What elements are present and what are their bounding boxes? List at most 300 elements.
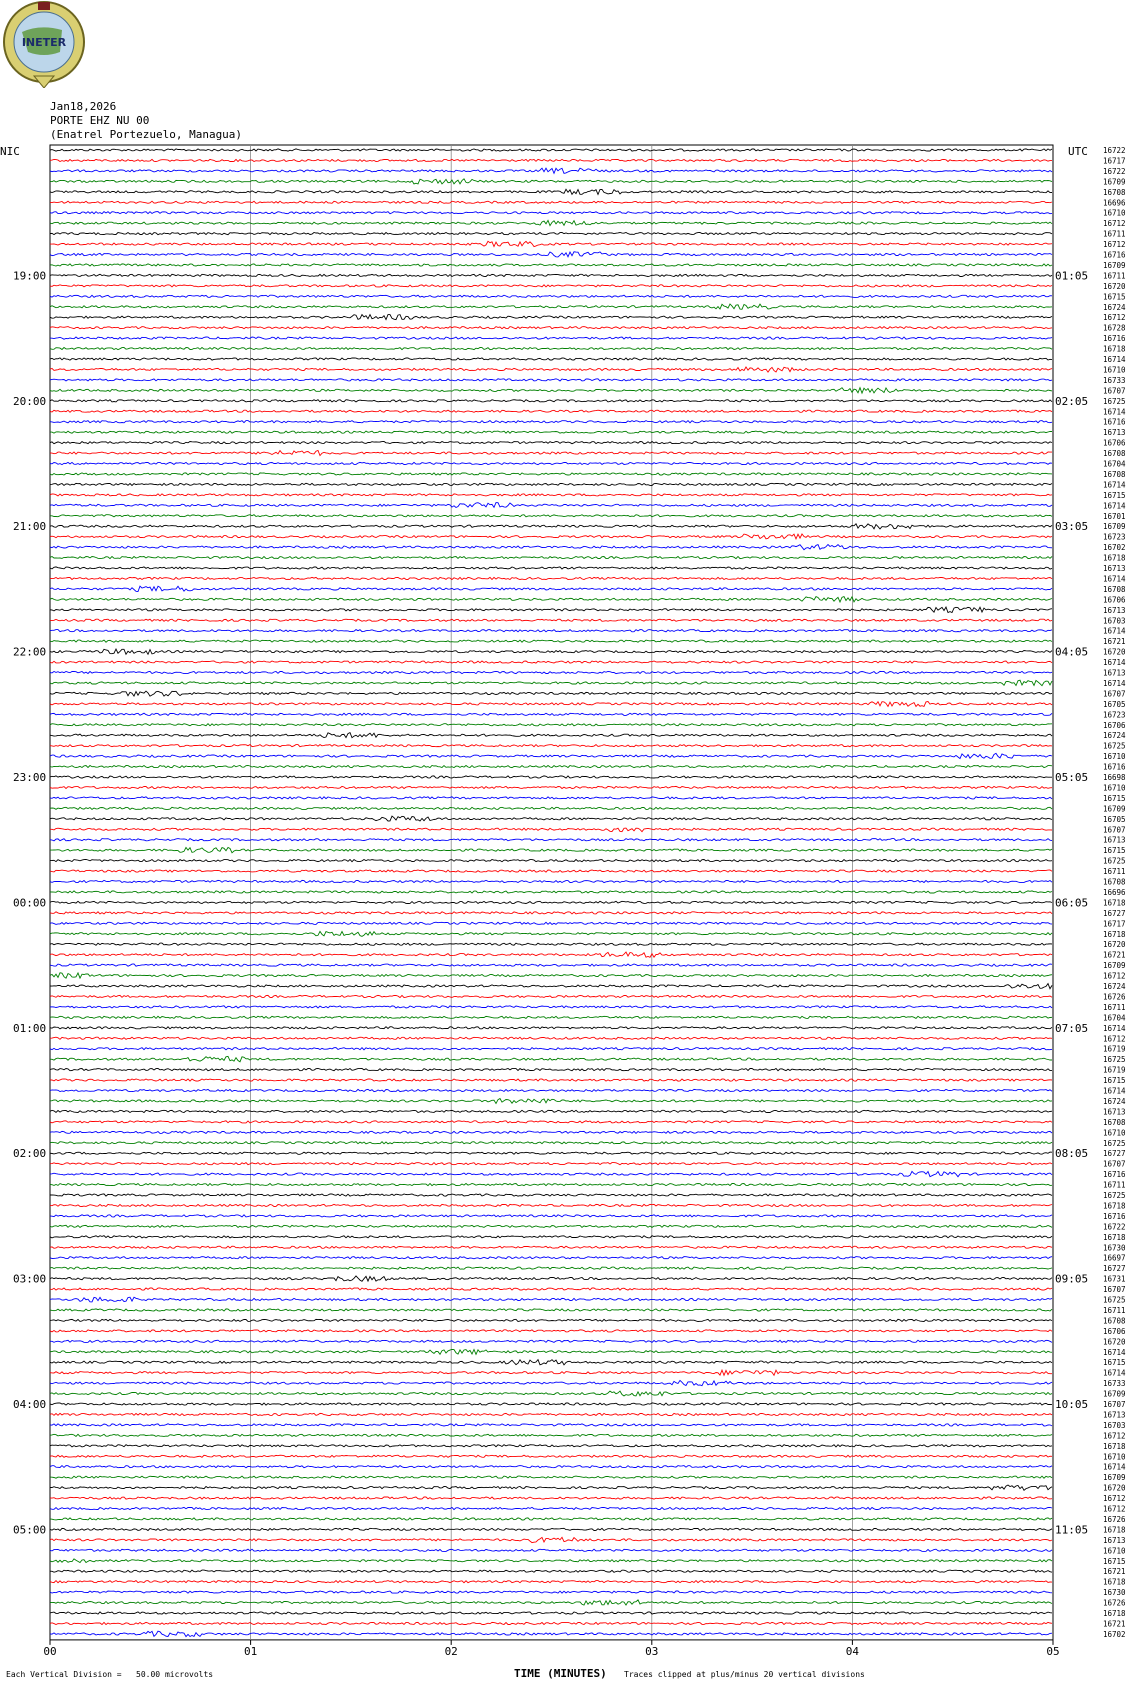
trace-line bbox=[50, 1276, 1052, 1281]
trace-count: 16712 bbox=[1103, 971, 1126, 981]
trace-count: 16709 bbox=[1103, 804, 1126, 814]
trace-count: 16697 bbox=[1103, 1253, 1126, 1263]
trace-line bbox=[50, 494, 1052, 496]
trace-count: 16710 bbox=[1103, 1546, 1126, 1556]
trace-count: 16696 bbox=[1103, 887, 1126, 897]
trace-line bbox=[50, 964, 1052, 966]
trace-count: 16714 bbox=[1103, 678, 1126, 688]
trace-count: 16716 bbox=[1103, 762, 1126, 772]
trace-count: 16714 bbox=[1103, 626, 1126, 636]
trace-line bbox=[50, 713, 1052, 715]
trace-line bbox=[50, 567, 1052, 569]
trace-line bbox=[50, 1027, 1052, 1029]
trace-line bbox=[50, 786, 1052, 788]
trace-count: 16718 bbox=[1103, 1577, 1126, 1587]
trace-line bbox=[50, 388, 1052, 393]
trace-count: 16710 bbox=[1103, 208, 1126, 218]
trace-count: 16711 bbox=[1103, 1180, 1126, 1190]
trace-line bbox=[50, 1225, 1052, 1227]
trace-line bbox=[50, 1246, 1052, 1248]
trace-count: 16703 bbox=[1103, 1420, 1126, 1430]
trace-line bbox=[50, 1184, 1052, 1186]
station-location: (Enatrel Portezuelo, Managua) bbox=[50, 128, 243, 141]
trace-line bbox=[50, 545, 1052, 550]
trace-count: 16719 bbox=[1103, 1044, 1126, 1054]
hour-label-left: 01:00 bbox=[13, 1021, 47, 1035]
trace-count: 16710 bbox=[1103, 752, 1126, 762]
trace-line bbox=[50, 691, 1052, 696]
trace-line bbox=[50, 1194, 1052, 1196]
trace-line bbox=[50, 848, 1052, 853]
trace-count: 16713 bbox=[1103, 1410, 1126, 1420]
trace-line bbox=[50, 304, 1052, 309]
trace-line bbox=[50, 1257, 1052, 1259]
trace-line bbox=[50, 1110, 1052, 1112]
trace-count: 16725 bbox=[1103, 1295, 1126, 1305]
trace-line bbox=[50, 630, 1052, 632]
trace-count: 16726 bbox=[1103, 1598, 1126, 1608]
trace-count: 16716 bbox=[1103, 334, 1126, 344]
hour-label-right: 04:05 bbox=[1055, 645, 1089, 659]
trace-count: 16716 bbox=[1103, 1211, 1126, 1221]
trace-count: 16711 bbox=[1103, 1002, 1126, 1012]
trace-count: 16716 bbox=[1103, 250, 1126, 260]
hour-label-right: 03:05 bbox=[1055, 520, 1089, 534]
hour-label-left: 21:00 bbox=[13, 520, 47, 534]
timezone-left-label: NIC bbox=[0, 145, 20, 158]
trace-count: 16725 bbox=[1103, 1138, 1126, 1148]
trace-count: 16710 bbox=[1103, 783, 1126, 793]
trace-count: 16696 bbox=[1103, 198, 1126, 208]
hour-label-right: 07:05 bbox=[1055, 1021, 1089, 1035]
trace-line bbox=[50, 1434, 1052, 1436]
trace-count: 16718 bbox=[1103, 929, 1126, 939]
trace-line bbox=[50, 1380, 1052, 1385]
trace-count: 16712 bbox=[1103, 1504, 1126, 1514]
trace-count: 16712 bbox=[1103, 1034, 1126, 1044]
trace-line bbox=[50, 860, 1052, 862]
trace-line bbox=[50, 264, 1052, 266]
trace-line bbox=[50, 442, 1052, 444]
trace-count: 16714 bbox=[1103, 407, 1126, 417]
trace-line bbox=[50, 1121, 1052, 1123]
trace-count: 16709 bbox=[1103, 1473, 1126, 1483]
trace-count: 16720 bbox=[1103, 647, 1126, 657]
trace-line bbox=[50, 315, 1052, 320]
trace-count: 16724 bbox=[1103, 302, 1126, 312]
trace-line bbox=[50, 1163, 1052, 1165]
trace-count: 16725 bbox=[1103, 396, 1126, 406]
trace-count: 16702 bbox=[1103, 1629, 1126, 1639]
trace-line bbox=[50, 931, 1052, 936]
trace-count: 16706 bbox=[1103, 720, 1126, 730]
trace-line bbox=[50, 1006, 1052, 1008]
trace-line bbox=[50, 524, 1052, 529]
trace-count: 16701 bbox=[1103, 511, 1126, 521]
trace-count: 16711 bbox=[1103, 271, 1126, 281]
trace-line bbox=[50, 1391, 1052, 1396]
trace-line bbox=[50, 1171, 1052, 1176]
trace-count: 16710 bbox=[1103, 365, 1126, 375]
trace-count: 16723 bbox=[1103, 532, 1126, 542]
trace-count: 16714 bbox=[1103, 1347, 1126, 1357]
x-tick-label: 03 bbox=[645, 1644, 659, 1658]
trace-count: 16727 bbox=[1103, 1264, 1126, 1274]
trace-line bbox=[50, 1319, 1052, 1321]
trace-line bbox=[50, 1612, 1052, 1614]
trace-line bbox=[50, 1424, 1052, 1426]
trace-line bbox=[50, 421, 1052, 423]
trace-count: 16718 bbox=[1103, 1201, 1126, 1211]
trace-line bbox=[50, 753, 1052, 758]
scale-note: Each Vertical Division = 50.00 microvolts bbox=[6, 1670, 214, 1679]
trace-line bbox=[50, 358, 1052, 360]
trace-line bbox=[50, 1037, 1052, 1039]
trace-line bbox=[50, 348, 1052, 350]
trace-line bbox=[50, 410, 1052, 412]
trace-line bbox=[50, 984, 1052, 989]
hour-label-left: 23:00 bbox=[13, 771, 47, 784]
trace-count: 16715 bbox=[1103, 1556, 1126, 1566]
trace-line bbox=[50, 515, 1052, 517]
trace-count: 16720 bbox=[1103, 1337, 1126, 1347]
trace-count: 16714 bbox=[1103, 1462, 1126, 1472]
trace-count: 16714 bbox=[1103, 480, 1126, 490]
hour-label-left: 05:00 bbox=[13, 1523, 47, 1537]
trace-count: 16731 bbox=[1103, 1274, 1126, 1284]
trace-count: 16708 bbox=[1103, 469, 1126, 479]
trace-line bbox=[50, 745, 1052, 747]
trace-line bbox=[50, 680, 1052, 686]
trace-count: 16721 bbox=[1103, 950, 1126, 960]
trace-count: 16704 bbox=[1103, 1013, 1126, 1023]
trace-count: 16710 bbox=[1103, 1452, 1126, 1462]
hour-label-left: 03:00 bbox=[13, 1272, 47, 1286]
trace-count: 16722 bbox=[1103, 1222, 1126, 1232]
trace-line bbox=[50, 766, 1052, 768]
trace-count: 16714 bbox=[1103, 355, 1126, 364]
trace-count: 16721 bbox=[1103, 1619, 1126, 1629]
trace-count: 16727 bbox=[1103, 1149, 1126, 1159]
trace-count: 16730 bbox=[1103, 1588, 1126, 1598]
trace-line bbox=[50, 212, 1052, 214]
trace-line bbox=[50, 1485, 1052, 1490]
x-tick-label: 00 bbox=[43, 1644, 57, 1658]
trace-count: 16713 bbox=[1103, 428, 1126, 438]
trace-line bbox=[50, 1267, 1052, 1269]
trace-line bbox=[50, 1518, 1052, 1520]
trace-count: 16705 bbox=[1103, 814, 1126, 824]
trace-line bbox=[50, 179, 1052, 184]
trace-line bbox=[50, 607, 1052, 612]
trace-line bbox=[50, 1445, 1052, 1447]
trace-count: 16715 bbox=[1103, 846, 1126, 856]
trace-count: 16709 bbox=[1103, 177, 1126, 187]
trace-count: 16709 bbox=[1103, 961, 1126, 971]
trace-count: 16708 bbox=[1103, 877, 1126, 887]
trace-line bbox=[50, 649, 1052, 654]
trace-line bbox=[50, 1507, 1052, 1509]
trace-line bbox=[50, 1131, 1052, 1133]
hour-label-left: 22:00 bbox=[13, 645, 47, 659]
trace-line bbox=[50, 1455, 1052, 1457]
trace-line bbox=[50, 640, 1052, 642]
trace-count: 16716 bbox=[1103, 1170, 1126, 1180]
trace-line bbox=[50, 534, 1052, 539]
trace-count: 16710 bbox=[1103, 1128, 1126, 1138]
ineter-logo bbox=[0, 0, 88, 88]
trace-count: 16717 bbox=[1103, 919, 1126, 929]
trace-count: 16708 bbox=[1103, 1117, 1126, 1127]
trace-line bbox=[50, 891, 1052, 893]
hour-label-right: 02:05 bbox=[1055, 394, 1089, 408]
trace-line bbox=[50, 483, 1052, 485]
trace-count: 16707 bbox=[1103, 386, 1126, 396]
logo-text: INETER bbox=[21, 36, 67, 49]
trace-line bbox=[50, 702, 1052, 707]
trace-line bbox=[50, 1403, 1052, 1405]
trace-count: 16718 bbox=[1103, 1441, 1126, 1451]
trace-count: 16712 bbox=[1103, 240, 1126, 250]
record-date: Jan18,2026 bbox=[50, 100, 117, 113]
trace-line bbox=[50, 1350, 1052, 1355]
trace-count: 16733 bbox=[1103, 375, 1126, 385]
trace-line bbox=[50, 1340, 1052, 1342]
trace-line bbox=[50, 1236, 1052, 1238]
trace-count: 16715 bbox=[1103, 1076, 1126, 1086]
trace-count: 16708 bbox=[1103, 449, 1126, 459]
trace-count: 16722 bbox=[1103, 166, 1126, 176]
trace-count: 16712 bbox=[1103, 313, 1126, 323]
trace-line bbox=[50, 586, 1052, 591]
trace-line bbox=[50, 431, 1052, 433]
trace-line bbox=[50, 1600, 1052, 1605]
trace-line bbox=[50, 661, 1052, 663]
x-tick-label: 05 bbox=[1046, 1644, 1060, 1658]
station-code: PORTE EHZ NU 00 bbox=[50, 114, 150, 127]
trace-count: 16717 bbox=[1103, 156, 1126, 166]
trace-line bbox=[50, 597, 1052, 602]
trace-count: 16707 bbox=[1103, 1285, 1126, 1295]
trace-count: 16715 bbox=[1103, 1358, 1126, 1368]
trace-count: 16727 bbox=[1103, 908, 1126, 918]
trace-line bbox=[50, 1089, 1052, 1091]
trace-line bbox=[50, 1591, 1052, 1593]
trace-count: 16725 bbox=[1103, 856, 1126, 866]
trace-count: 16713 bbox=[1103, 668, 1126, 678]
trace-line bbox=[50, 671, 1052, 673]
trace-line bbox=[50, 797, 1052, 799]
trace-count: 16720 bbox=[1103, 940, 1126, 950]
trace-count: 16714 bbox=[1103, 1368, 1126, 1378]
trace-count: 16706 bbox=[1103, 595, 1126, 605]
trace-line bbox=[50, 503, 1052, 508]
trace-count: 16715 bbox=[1103, 292, 1126, 302]
trace-line bbox=[50, 367, 1052, 372]
trace-count: 16708 bbox=[1103, 1316, 1126, 1326]
trace-line bbox=[50, 1309, 1052, 1311]
hour-label-right: 09:05 bbox=[1055, 1272, 1089, 1286]
x-tick-label: 02 bbox=[444, 1644, 458, 1658]
trace-line bbox=[50, 252, 1052, 257]
trace-count: 16708 bbox=[1103, 584, 1126, 594]
trace-line bbox=[50, 619, 1052, 621]
trace-line bbox=[50, 995, 1052, 997]
trace-count: 16724 bbox=[1103, 731, 1126, 741]
trace-count: 16704 bbox=[1103, 459, 1126, 469]
trace-line bbox=[50, 1016, 1052, 1018]
hour-label-left: 04:00 bbox=[13, 1398, 47, 1411]
trace-count: 16702 bbox=[1103, 543, 1126, 553]
trace-line bbox=[50, 952, 1052, 957]
trace-line bbox=[50, 839, 1052, 841]
hour-label-right: 10:05 bbox=[1055, 1398, 1089, 1411]
trace-count: 16725 bbox=[1103, 1055, 1126, 1065]
trace-line bbox=[50, 1152, 1052, 1154]
trace-line bbox=[50, 816, 1052, 821]
trace-count: 16715 bbox=[1103, 793, 1126, 803]
trace-count: 16713 bbox=[1103, 835, 1126, 845]
trace-count: 16716 bbox=[1103, 417, 1126, 427]
trace-count: 16725 bbox=[1103, 1191, 1126, 1200]
hour-label-right: 08:05 bbox=[1055, 1147, 1089, 1161]
trace-count: 16707 bbox=[1103, 689, 1126, 699]
hour-label-right: 01:05 bbox=[1055, 269, 1089, 283]
trace-line bbox=[50, 1360, 1052, 1365]
trace-count: 16718 bbox=[1103, 1232, 1126, 1242]
trace-count: 16714 bbox=[1103, 1023, 1126, 1033]
trace-line bbox=[50, 1069, 1052, 1071]
trace-count: 16722 bbox=[1103, 146, 1126, 155]
trace-line bbox=[50, 1581, 1052, 1583]
trace-count: 16724 bbox=[1103, 1096, 1126, 1106]
trace-line bbox=[50, 1370, 1052, 1375]
trace-line bbox=[50, 943, 1052, 945]
trace-count: 16721 bbox=[1103, 637, 1126, 647]
trace-count: 16708 bbox=[1103, 187, 1126, 197]
trace-line bbox=[50, 1288, 1052, 1290]
trace-count: 16711 bbox=[1103, 1305, 1126, 1315]
hour-label-right: 11:05 bbox=[1055, 1523, 1089, 1537]
trace-line bbox=[50, 1466, 1052, 1468]
trace-count: 16733 bbox=[1103, 1379, 1126, 1389]
trace-line bbox=[50, 189, 1052, 194]
trace-line bbox=[50, 557, 1052, 559]
hour-label-right: 06:05 bbox=[1055, 896, 1089, 910]
trace-count: 16724 bbox=[1103, 982, 1126, 991]
trace-line bbox=[50, 220, 1052, 225]
trace-count: 16718 bbox=[1103, 344, 1126, 354]
trace-line bbox=[50, 379, 1052, 381]
trace-line bbox=[50, 807, 1052, 809]
trace-line bbox=[50, 1549, 1052, 1551]
trace-count: 16713 bbox=[1103, 564, 1126, 573]
trace-line bbox=[50, 241, 1052, 246]
trace-count: 16715 bbox=[1103, 490, 1126, 500]
trace-count: 16713 bbox=[1103, 1107, 1126, 1117]
trace-line bbox=[50, 295, 1052, 297]
trace-count: 16718 bbox=[1103, 553, 1126, 563]
trace-count: 16718 bbox=[1103, 898, 1126, 908]
x-axis-title: TIME (MINUTES) bbox=[514, 1667, 607, 1680]
trace-count: 16711 bbox=[1103, 867, 1126, 877]
trace-line bbox=[50, 1476, 1052, 1478]
trace-line bbox=[50, 400, 1052, 402]
trace-line bbox=[50, 1079, 1052, 1081]
trace-count: 16703 bbox=[1103, 616, 1126, 626]
hour-label-left: 20:00 bbox=[13, 394, 47, 408]
trace-line bbox=[50, 1537, 1052, 1542]
trace-count: 16730 bbox=[1103, 1243, 1126, 1253]
trace-line bbox=[50, 274, 1052, 276]
trace-count: 16709 bbox=[1103, 1389, 1126, 1399]
trace-line bbox=[50, 1631, 1052, 1636]
trace-count: 16723 bbox=[1103, 710, 1126, 720]
trace-count: 16726 bbox=[1103, 1514, 1126, 1524]
trace-count: 16713 bbox=[1103, 1535, 1126, 1545]
trace-line bbox=[50, 337, 1052, 339]
trace-line bbox=[50, 1559, 1052, 1563]
trace-line bbox=[50, 473, 1052, 475]
trace-line bbox=[50, 776, 1052, 778]
trace-count: 16718 bbox=[1103, 1525, 1126, 1535]
trace-line bbox=[50, 1297, 1052, 1302]
trace-count: 16714 bbox=[1103, 501, 1126, 511]
x-tick-label: 04 bbox=[845, 1644, 860, 1658]
trace-line bbox=[50, 973, 1052, 978]
trace-count: 16714 bbox=[1103, 574, 1126, 584]
trace-count: 16714 bbox=[1103, 658, 1126, 668]
trace-line bbox=[50, 285, 1052, 287]
trace-line bbox=[50, 1413, 1052, 1415]
trace-line bbox=[50, 922, 1052, 924]
trace-line bbox=[50, 1622, 1052, 1624]
trace-line bbox=[50, 1330, 1052, 1332]
trace-count: 16707 bbox=[1103, 1159, 1126, 1169]
trace-line bbox=[50, 201, 1052, 203]
trace-line bbox=[50, 870, 1052, 872]
trace-line bbox=[50, 577, 1052, 579]
trace-count: 16726 bbox=[1103, 992, 1126, 1002]
trace-count: 16707 bbox=[1103, 1400, 1126, 1409]
trace-line bbox=[50, 1142, 1052, 1144]
trace-line bbox=[50, 1570, 1052, 1572]
trace-line bbox=[50, 233, 1052, 235]
trace-count: 16712 bbox=[1103, 219, 1126, 229]
trace-count: 16709 bbox=[1103, 260, 1126, 270]
trace-count: 16721 bbox=[1103, 1567, 1126, 1577]
trace-count: 16712 bbox=[1103, 1431, 1126, 1441]
hour-label-left: 02:00 bbox=[13, 1147, 47, 1161]
trace-line bbox=[50, 168, 1052, 173]
trace-line bbox=[50, 1497, 1052, 1499]
trace-count: 16706 bbox=[1103, 438, 1126, 448]
trace-line bbox=[50, 1048, 1052, 1050]
trace-count: 16705 bbox=[1103, 699, 1126, 709]
trace-line bbox=[50, 462, 1052, 464]
trace-line bbox=[50, 327, 1052, 329]
hour-label-left: 19:00 bbox=[13, 269, 47, 283]
trace-line bbox=[50, 1528, 1052, 1530]
hour-label-left: 00:00 bbox=[13, 896, 47, 910]
trace-count: 16714 bbox=[1103, 1086, 1126, 1096]
trace-count: 16713 bbox=[1103, 605, 1126, 615]
trace-count: 16712 bbox=[1103, 1494, 1126, 1504]
trace-line bbox=[50, 1056, 1052, 1061]
trace-count: 16728 bbox=[1103, 323, 1126, 333]
trace-line bbox=[50, 159, 1052, 161]
trace-line bbox=[50, 149, 1052, 151]
